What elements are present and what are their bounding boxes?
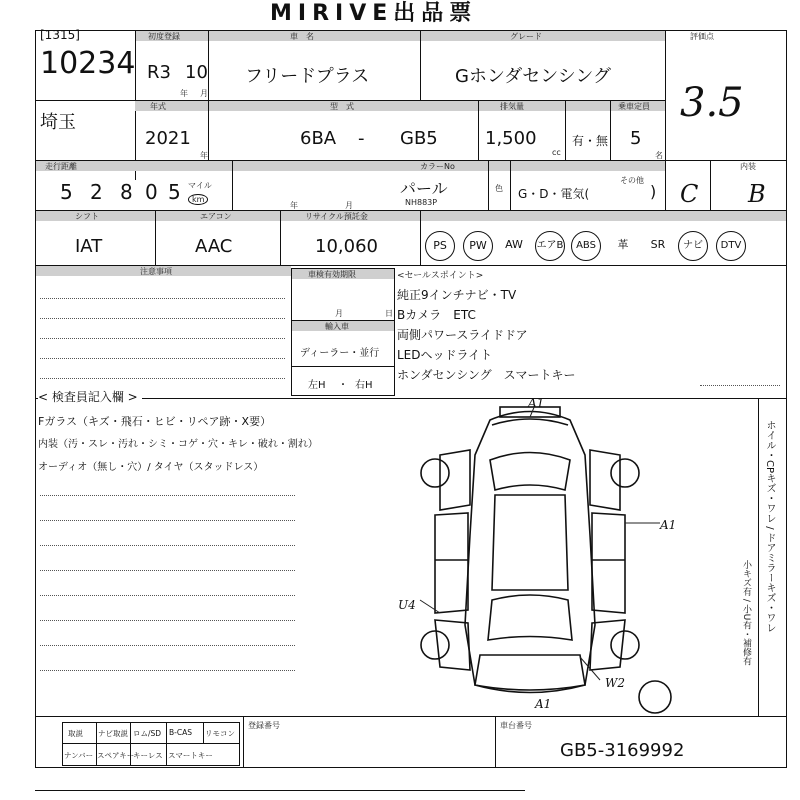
sales-point-1: 純正9インチナビ・TV <box>397 288 517 302</box>
inspector-line-1: Fガラス（キズ・飛石・ヒビ・リペア跡・X要） <box>38 415 272 428</box>
auction-sheet: MIRIVE出品票 [1315] 10234 初度登録 R3 10 年 月 車 名 フリードプラス グレード Gホンダセンシング 評価点 3.5 埼玉 年式 2021 年 型 式 6BA - GB5 排気量 1,500 cc 有・無 乗車定員 5 名 走行距離 5 2 8 0 5 マイル km 年 月 カラーNo パール NH883P 色 G・D・電気( ) その他 内装 C B シフト IAT エアコン AAC リサイクル預託金 10,060 PS PW AW エアB ABS 革 SR ナビ DTV 注意事項 車検有効期限 月 日 輸入車 ディーラー・並行 左H ・ 右H <セールスポイント> 純正9インチナビ・TV Bカメラ ETC 両側パワースライドドア LEDヘッドライト ホンダセンシング スマートキー < 検査員記入欄 > Fガラス（キズ・飛石・ヒビ・リペア跡・X要） 内装（汚・スレ・汚れ・シミ・コゲ・穴・キレ・破れ・割れ） オーディオ（無し・穴）/ タイヤ（スタッドレス） A1 A1 U4 W2 A1 ホイル・CPキズ・ワレ / ドアミラーキズ・ワレ 小キズ有 / 小U有・補修有 取説 ナビ取説 ロム/SD B-CAS リモコン ナンバー スペアキー キーレス スマートキー 登録番号 車台番号 GB5-3169992 <box>0 0 800 800</box>
left-doors <box>435 513 468 613</box>
acc-navi-manual: ナビ取説 <box>98 729 128 738</box>
interior-grade: B <box>748 180 766 208</box>
equip-pw: PW <box>463 231 493 261</box>
car-damage-diagram <box>380 395 680 715</box>
ac: AAC <box>195 236 233 257</box>
equip-abs: ABS <box>571 231 601 261</box>
windshield <box>490 453 570 491</box>
acc-number: ナンバー <box>64 751 94 760</box>
shift: IAT <box>75 236 103 257</box>
spare-wheel <box>639 681 671 713</box>
recycle-fee: 10,060 <box>315 236 378 257</box>
type-prefix: 6BA <box>300 128 337 149</box>
equip-dtv: DTV <box>716 231 746 261</box>
mileage-digit-5: 5 <box>168 180 181 204</box>
car-body-outline <box>465 412 595 693</box>
sales-point-2: Bカメラ ETC <box>397 308 476 322</box>
equip-aw: AW <box>505 238 523 251</box>
rear-window <box>488 595 572 640</box>
mileage-digit-1: 5 <box>60 180 73 204</box>
left-fender <box>440 450 470 510</box>
overall-score: 3.5 <box>680 80 744 126</box>
type-code: GB5 <box>400 128 438 149</box>
acc-rom-sd: ロム/SD <box>133 729 162 738</box>
label-car-name: 車 名 <box>290 32 314 41</box>
equip-airbag: エアB <box>535 231 565 261</box>
mark-top: A1 <box>528 396 545 410</box>
wheel-fr <box>611 459 639 487</box>
exterior-grade: C <box>680 180 699 208</box>
handle-left: 左H <box>308 380 326 391</box>
reg-month: 10 <box>185 62 208 83</box>
chassis-number: GB5-3169992 <box>560 740 685 761</box>
mileage-digit-3: 8 <box>120 180 133 204</box>
acc-spare-key: スペアキー <box>97 751 135 760</box>
right-fender <box>590 450 620 510</box>
sales-point-5: ホンダセンシング スマートキー <box>397 368 576 382</box>
roof <box>492 495 568 590</box>
mark-bottom: A1 <box>535 697 552 711</box>
handle-right: 右H <box>355 380 373 391</box>
model-year: 2021 <box>145 128 191 149</box>
equip-ps: PS <box>425 231 455 261</box>
label-grade: グレード <box>510 32 542 41</box>
inspector-line-3: オーディオ（無し・穴）/ タイヤ（スタッドレス） <box>38 462 264 473</box>
sales-points-label: <セールスポイント> <box>397 271 484 281</box>
front-bumper <box>492 419 568 425</box>
lot-number: 10234 <box>40 46 136 81</box>
mark-bottom-right: W2 <box>605 676 625 690</box>
fuel-type: G・D・電気( <box>518 187 590 201</box>
era-year: R3 <box>147 62 171 83</box>
color-code: NH883P <box>405 198 438 207</box>
sheet-title: MIRIVE出品票 <box>270 1 478 26</box>
reg-number-label: 登録番号 <box>248 721 280 730</box>
wheel-rr <box>611 631 639 659</box>
aircon-flag: 有・無 <box>572 134 609 148</box>
seats: 5 <box>630 128 642 149</box>
mileage-digit-2: 2 <box>90 180 103 204</box>
acc-remote: リモコン <box>205 729 235 738</box>
chassis-label: 車台番号 <box>500 721 532 730</box>
acc-bcas: B-CAS <box>169 728 192 737</box>
lot-bracket: [1315] <box>40 28 80 42</box>
equip-sunroof: SR <box>650 238 666 251</box>
acc-smart-key: スマートキー <box>168 751 213 760</box>
acc-manual: 取説 <box>68 729 83 738</box>
mileage-digit-4: 0 <box>145 180 158 204</box>
mark-right: A1 <box>660 518 677 532</box>
equip-leather: 革 <box>617 238 629 251</box>
mark-left: U4 <box>398 598 416 612</box>
side-note-2: 小キズ有 / 小U有・補修有 <box>741 560 751 666</box>
color-name: パール <box>400 179 448 198</box>
inspector-line-2: 内装（汚・スレ・汚れ・シミ・コゲ・穴・キレ・破れ・割れ） <box>38 439 318 450</box>
dealer-import: ディーラー・並行 <box>300 348 380 359</box>
side-note-1: ホイル・CPキズ・ワレ / ドアミラーキズ・ワレ <box>764 420 775 633</box>
displacement: 1,500 <box>485 128 537 149</box>
right-doors <box>592 513 625 613</box>
label-nendo: 初度登録 <box>148 32 180 41</box>
sales-point-4: LEDヘッドライト <box>397 348 493 362</box>
inspector-label: < 検査員記入欄 > <box>38 388 142 405</box>
grade-name: Gホンダセンシング <box>455 66 611 87</box>
label-score: 評価点 <box>690 32 714 41</box>
rear-end <box>475 655 585 690</box>
equip-navi: ナビ <box>678 231 708 261</box>
wheel-rl <box>421 631 449 659</box>
sales-point-3: 両側パワースライドドア <box>397 328 528 342</box>
wheel-fl <box>421 459 449 487</box>
km-unit: km <box>188 194 208 205</box>
region: 埼玉 <box>40 112 76 133</box>
acc-keyless: キーレス <box>133 751 163 760</box>
header-band <box>135 31 665 41</box>
car-name: フリードプラス <box>245 66 370 87</box>
